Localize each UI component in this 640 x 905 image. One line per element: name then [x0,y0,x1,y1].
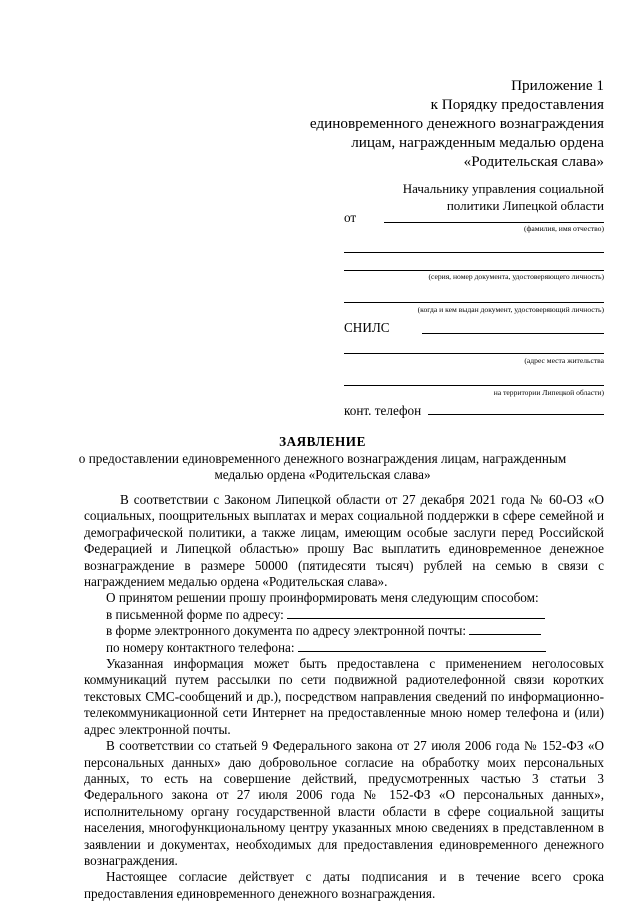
passport-caption: (серия, номер документа, удостоверяющего личность) [428,272,604,281]
body-paragraph: Указанная информация может быть предоставлена с применением неголосовых коммуникаций путем рассылки по сети подвижной радиотелефонной связи коротких текстовых СМС-сообщений и др.), посредством направления сведений по информационно-телекоммуникационной сети Интернет на предоставленные мною номер телефона и (или) адрес электронной почты. [84,656,604,737]
territory-caption: на территории Липецкой области) [493,388,604,397]
statement-title [40,434,605,484]
statement-body [84,492,604,902]
body-paragraph: В соответствии со статьей 9 Федерального закона от 27 июля 2006 года № 152-ФЗ «О персональных данных» даю добровольное согласие на обработку моих персональных данных, то есть на совершение действий, предусмотренных частью 3 статьи 3 Федерального закона от 27 июля 2006 года № 152-ФЗ «О персональных данных», исполнительному органу государственной власти области в сфере социальной защиты населения, многофункциональному центру указанных мною сведениях в представленном в заявлении и документах, необходимых для предоставления единовременного денежного вознаграждения. [84,738,604,868]
issued-caption: (когда и кем выдан документ, удостоверяющий личность) [417,305,604,314]
option-written-label: в письменной форме по адресу: [106,606,284,622]
body-paragraph: В соответствии с Законом Липецкой области от 27 декабря 2021 года № 60-ОЗ «О социальных, поощрительных выплатах и мерах социальной поддержки в сфере семейной и демографической политики, а также лицам, имеющим особые заслуги перед Российской Федерацией и Липецкой областью» прошу Вас выплатить единовременное денежное вознаграждение в размере 50000 (пятидесяти тысяч) рублей на семью в связи с награждением медалью ордена «Родительская слава». [84,492,604,590]
addressee-line: Начальнику управления социальной [402,181,604,196]
appendix-header [284,76,604,171]
option-email-label: в форме электронного документа по адресу электронной почты: [106,623,467,639]
address-field-line[interactable] [344,353,604,354]
from-label: от [344,210,357,225]
name-field-line[interactable] [384,222,604,223]
body-paragraph: О принятом решении прошу проинформировать меня следующим способом: [106,590,539,606]
phone-label: конт. телефон [344,403,422,418]
body-paragraph: Настоящее согласие действует с даты подписания и в течение всего срока предоставления единовременного денежного вознаграждения. [84,869,604,901]
written-address-field[interactable] [287,608,545,619]
option-written [84,607,604,623]
addressee-line: политики Липецкой области [446,198,604,213]
appendix-line: единовременного денежного вознаграждения [309,115,604,132]
appendix-line: Приложение 1 [511,77,604,94]
phone-field-line[interactable] [428,414,604,415]
appendix-line: к Порядку предоставления [430,96,604,113]
passport-field-line[interactable] [344,270,604,271]
territory-field-line[interactable] [344,385,604,386]
snils-label: СНИЛС [344,320,390,335]
issued-field-line[interactable] [344,302,604,303]
addressee [344,180,604,214]
option-phone-label: по номеру контактного телефона: [106,639,295,655]
address-caption: (адрес места жительства [524,356,604,365]
statement-heading: ЗАЯВЛЕНИЕ [279,434,366,449]
option-phone [84,640,604,656]
name-caption: (фамилия, имя отчество) [523,224,604,233]
option-email [84,623,604,639]
appendix-line: лицам, награжденным медалью ордена [351,134,604,151]
snils-field-line[interactable] [422,333,604,334]
phone-number-field[interactable] [298,641,546,652]
email-field[interactable] [469,624,541,635]
name-field-line-2[interactable] [344,252,604,253]
statement-subtitle-line: о предоставлении единовременного денежного вознаграждения лицам, награжденным [78,450,567,466]
statement-subtitle-line: медалью ордена «Родительская слава» [214,467,431,482]
appendix-line: «Родительская слава» [463,153,604,170]
